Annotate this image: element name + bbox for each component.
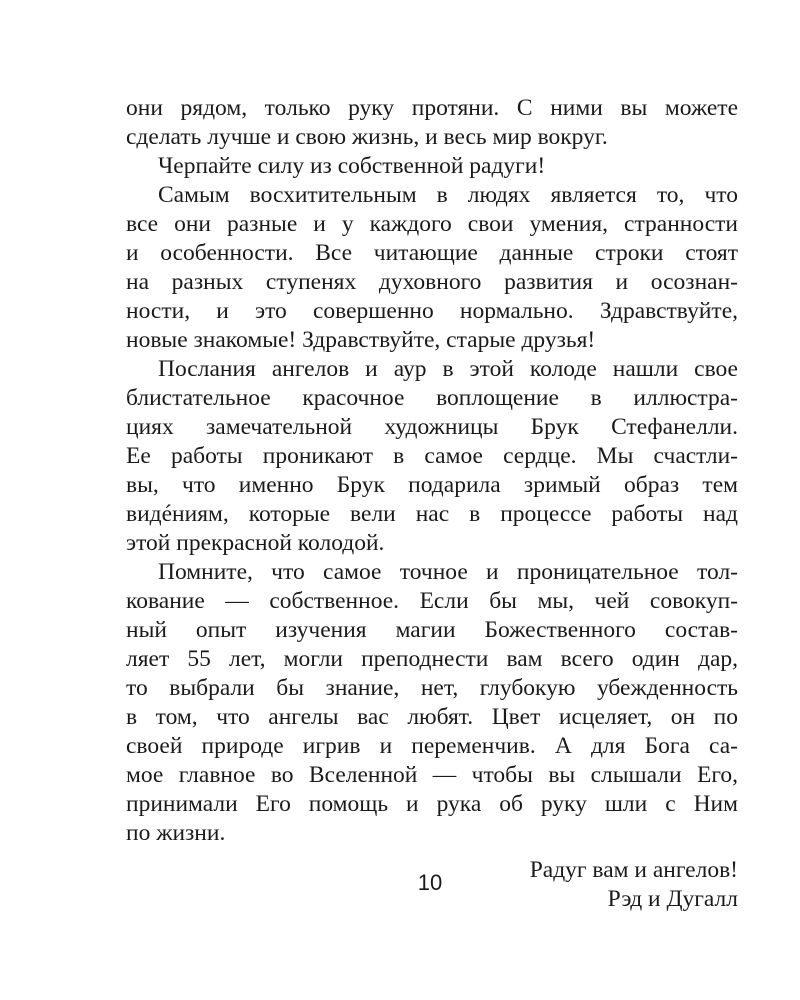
text-line: и особенности. Все читающие данные строки стоят <box>126 240 738 266</box>
text-line: Черпайте силу из собственной радуги! <box>158 153 546 179</box>
text-line: этой прекрасной колодой. <box>126 530 385 556</box>
text-line: по жизни. <box>126 820 226 846</box>
text-line: Помните, что самое точное и проницательное тол- <box>158 559 738 585</box>
closing-line: Радуг вам и ангелов! <box>529 857 738 883</box>
text-line: видéниям, которые вели нас в процессе работы над <box>126 501 738 527</box>
text-line: своей природе игрив и переменчив. А для Бога са- <box>126 733 738 759</box>
text-line: блистательное красочное воплощение в иллюстра- <box>126 385 738 411</box>
text-line: на разных ступенях духовного развития и осознан- <box>126 269 738 295</box>
text-line: то выбрали бы знание, нет, глубокую убежденность <box>126 675 738 701</box>
text-line: в том, что ангелы вас любят. Цвет исцеляет, он по <box>126 704 738 730</box>
text-line: Послания ангелов и аур в этой колоде нашли свое <box>158 356 738 382</box>
text-line: ности, и это совершенно нормально. Здравствуйте, <box>126 298 738 324</box>
text-line: новые знакомые! Здравствуйте, старые друзья! <box>126 327 596 353</box>
text-line: принимали Его помощь и рука об руку шли с Ним <box>126 791 738 817</box>
signature: Рэд и Дугалл <box>607 886 738 912</box>
text-line: ный опыт изучения магии Божественного состав- <box>126 617 738 643</box>
text-line: все они разные и у каждого свои умения, странности <box>126 211 738 237</box>
text-line: мое главное во Вселенной — чтобы вы слышали Его, <box>126 762 738 788</box>
text-line: они рядом, только руку протяни. С ними вы можете <box>126 95 738 121</box>
page-number: 10 <box>417 870 443 895</box>
text-line: вы, что именно Брук подарила зримый образ тем <box>126 472 738 498</box>
book-page-text <box>126 94 738 914</box>
text-line: кование — собственное. Если бы мы, чей совокуп- <box>126 588 738 614</box>
text-line: Самым восхитительным в людях является то, что <box>158 182 738 208</box>
text-line: Ее работы проникают в самое сердце. Мы счастли- <box>126 443 738 469</box>
text-line: ляет 55 лет, могли преподнести вам всего один дар, <box>126 646 738 672</box>
text-line: сделать лучше и свою жизнь, и весь мир вокруг. <box>126 124 608 150</box>
text-line: циях замечательной художницы Брук Стефанелли. <box>126 414 738 440</box>
